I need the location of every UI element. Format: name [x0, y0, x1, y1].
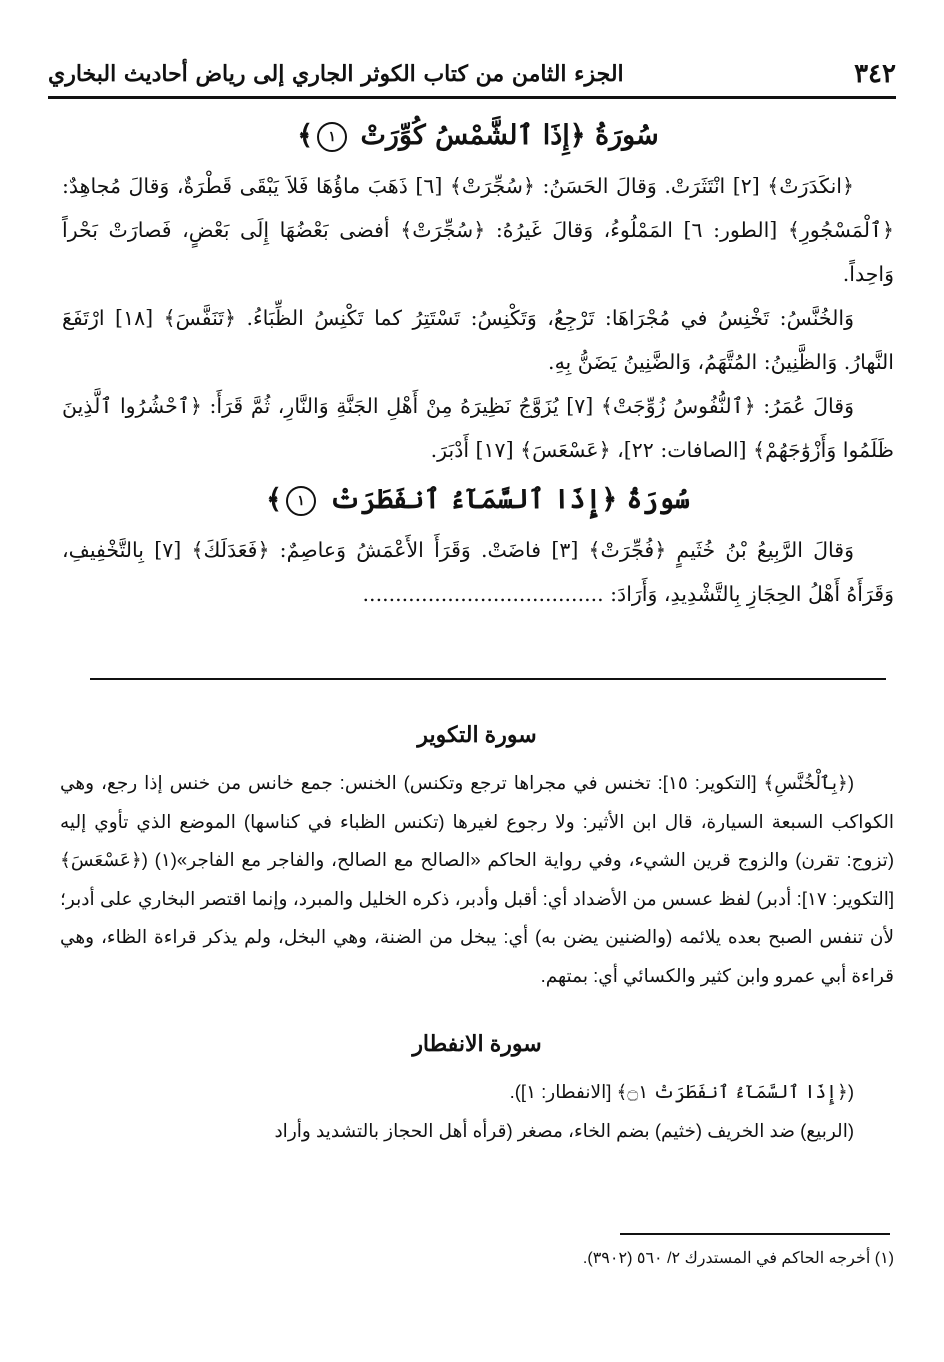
surah-close-bracket: ﴾	[297, 120, 314, 151]
surah-name: ﴿إِذَا ٱلشَّمْسُ كُوِّرَتْ	[360, 120, 586, 151]
surah-label: سُورَةُ	[626, 484, 690, 515]
commentary-paragraph: (﴿إِذَا ٱلسَّمَآءُ ٱنفَطَرَتْ ۝١﴾ [الانفطار: ١]).	[509, 1081, 854, 1102]
ayah-number-icon: ١	[286, 486, 316, 516]
surah-heading-infitar	[62, 478, 894, 522]
page-number: ٣٤٢	[854, 59, 896, 89]
spacer	[60, 995, 894, 1009]
surah-label: سُورَةُ	[594, 120, 659, 151]
surah-name: ﴿إِذَا ٱلسَّمَآءُ ٱنفَطَرَتْ	[329, 484, 618, 515]
main-paragraph: وَقالَ عُمَرُ: ﴿ٱلنُّفُوسُ زُوِّجَتْ﴾ [٧] يُزَوَّجُ نَظِيرَهُ مِنْ أَهْلِ الجَنَّةِ وَالنَّارِ، ثُمَّ قَرَأَ: ﴿ٱحْشُرُوا ٱلَّذِينَ ظَلَمُوا وَأَزْوَٰجَهُمْ﴾ [الصافات: ٢٢]، ﴿عَسْعَسَ﴾ [١٧] أَدْبَرَ.	[62, 394, 894, 462]
surah-close-bracket: ﴾	[266, 484, 282, 515]
commentary-paragraph: (الربيع) ضد الخريف (خثيم) بضم الخاء، مصغر (قرأه أهل الحجاز بالتشديد وأراد	[274, 1119, 854, 1141]
main-paragraph: وَقالَ الرَّبِيعُ بْنُ خُثَيمٍ ﴿فُجِّرَتْ﴾ [٣] فاضَتْ. وَقَرَأَ الأَعْمَشُ وَعاصِمٌ: ﴿فَعَدَلَكَ﴾ [٧] بِالتَّخْفِيفِ، وَقَرَأَهُ أَهْلُ الحِجَازِ بِالتَّشْدِيدِ، وَأَرَادَ: .....................................	[62, 538, 894, 606]
section-divider	[90, 678, 886, 680]
commentary-heading-takwir: سورة التكوير	[417, 722, 537, 747]
main-paragraph: ﴿انكَدَرَتْ﴾ [٢] انْتَثَرَتْ. وَقالَ الحَسَنُ: ﴿سُجِّرَتْ﴾ [٦] ذَهَبَ ماؤُهَا فَلاَ يَبْقَى قَطْرَةٌ، وَقالَ مُجاهِدٌ: ﴿ٱلْمَسْجُورِ﴾ [الطور: ٦] المَمْلُوءُ، وَقالَ غَيرُهُ: ﴿سُجِّرَتْ﴾ أفضى بَعْضُهَا إِلَى بَعْضٍ، فَصارَتْ بَحْراً وَاحِداً.	[62, 174, 894, 286]
footnote: (١) أخرجه الحاكم في المستدرك ٢/ ٥٦٠ (٣٩٠٢).	[582, 1250, 894, 1267]
commentary	[60, 700, 894, 1150]
surah-heading-takwir	[62, 114, 894, 158]
ayah-number-icon: ١	[317, 122, 347, 152]
footnote-divider	[620, 1233, 890, 1235]
commentary-paragraph: (﴿بِٱلْخُنَّسِ﴾ [التكوير: ١٥]: تخنس في مجراها ترجع وتكنس) الخنس: جمع خانس من خنس إذا رجع، وهي الكواكب السبعة السيارة، قال ابن الأثير: ولا رجوع لغيرها (تكنس الظباء في كناسها) الموضع الذي تأوي إليه (تزوج: تقرن) والزوج قرين الشيء، وفي رواية الحاكم «الصالح مع الصالح، والفاجر مع الفاجر»(١) (﴿عَسْعَسَ﴾ [التكوير: ١٧]: أدبر) لفظ عسس من الأضداد أي: أقبل وأدبر، ذكره الخليل والمبرد، وإنما اقتصر البخاري على أدبر؛ لأن تنفس الصبح بعده يلائمه (والضنين يضن به) أي: يبخل من الضنة، وهي البخل، ولم يذكر قراءة الظاء، وهي قراءة أبي عمرو وابن كثير والكسائي أي: بمتهم.	[60, 772, 894, 986]
running-title: الجزء الثامن من كتاب الكوثر الجاري إلى رياض أحاديث البخاري	[48, 61, 624, 87]
main-text	[62, 108, 894, 616]
commentary-heading-infitar: سورة الانفطار	[412, 1031, 542, 1056]
page-header	[48, 52, 896, 99]
main-paragraph: وَالخُنَّسُ: تَخْنِسُ في مُجْرَاهَا: تَرْجِعُ، وَتَكْنِسُ: تَسْتَتِرُ كما تَكْنِسُ الظِّبَاءُ. ﴿تَنَفَّسَ﴾ [١٨] ارْتَفَعَ النَّهارُ. وَالظَّنِينُ: المُتَّهَمُ، وَالضَّنِينُ يَضَنُّ بِهِ.	[62, 306, 894, 374]
